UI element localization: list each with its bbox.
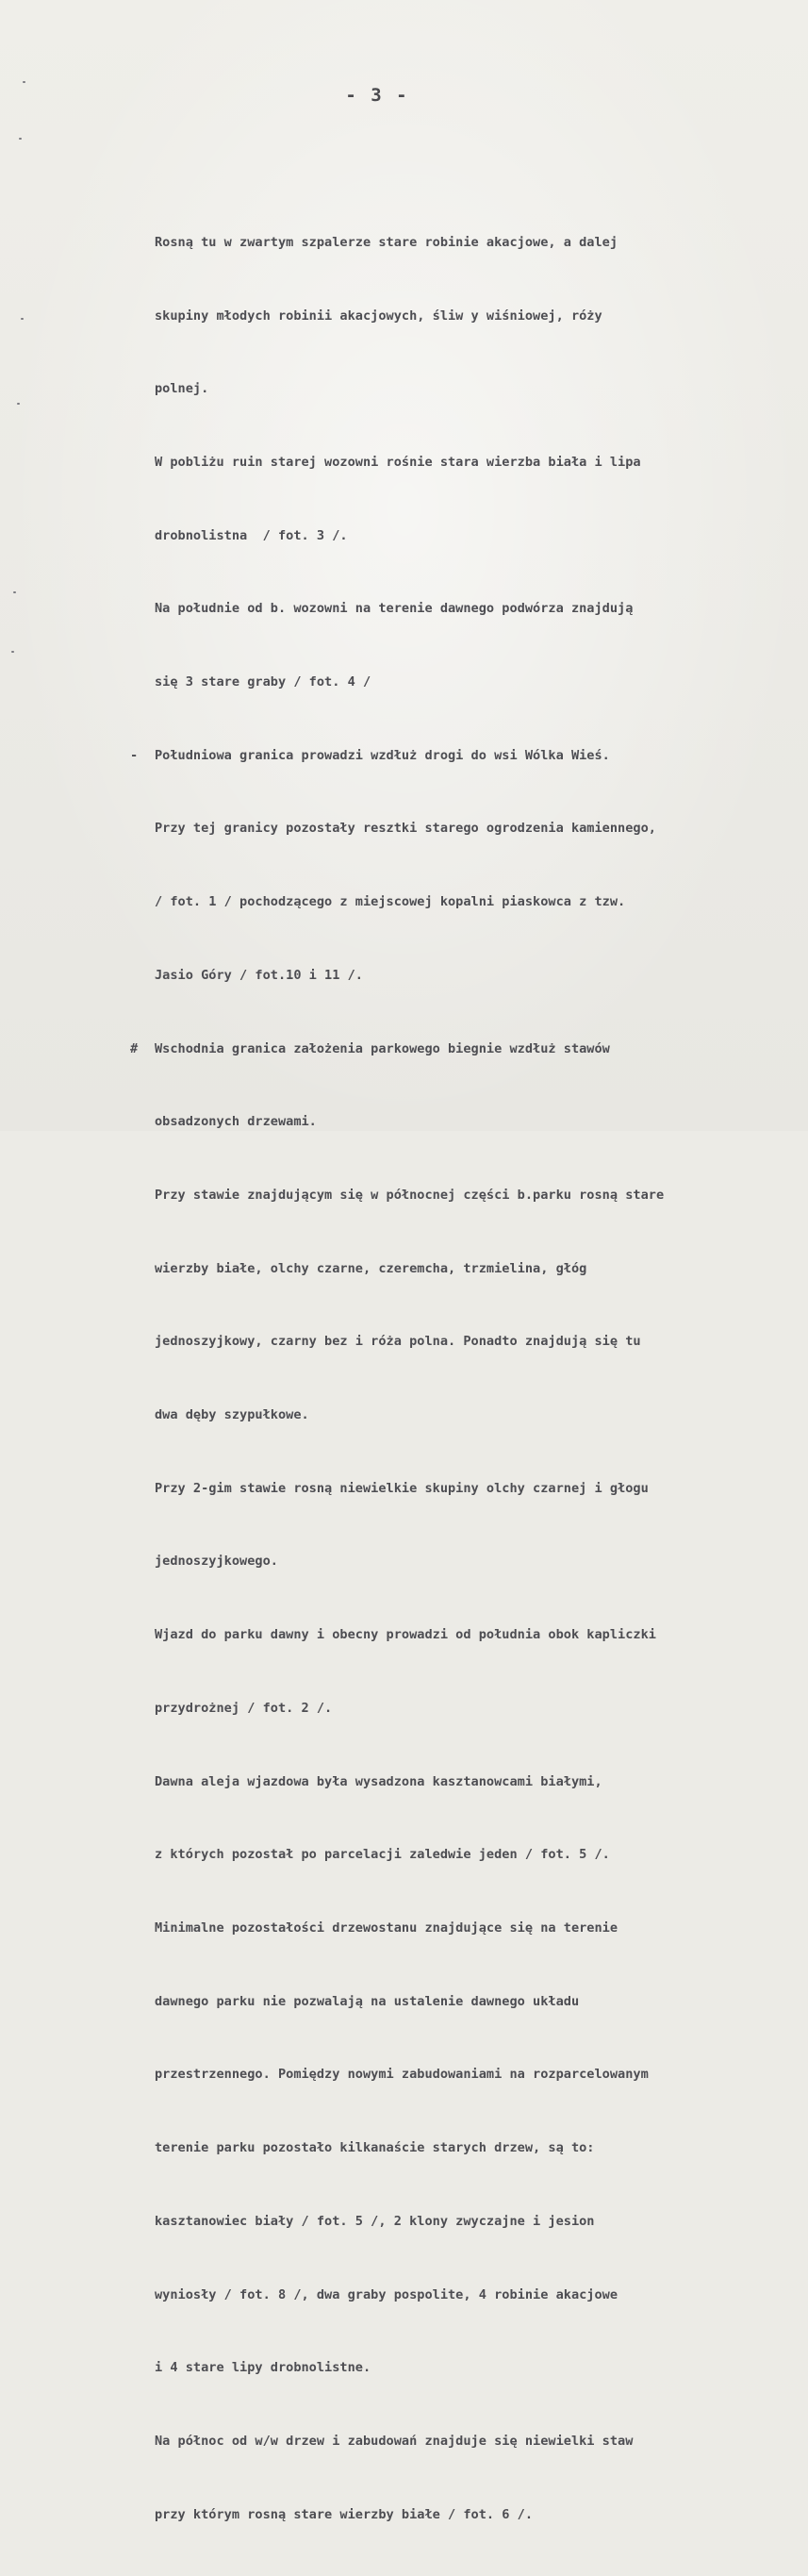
text-line (130, 2430, 808, 2454)
line-text: Jasio Góry / fot.10 i 11 /. (155, 967, 363, 983)
text-line (130, 964, 808, 989)
line-text: jednoszyjkowy, czarny bez i róża polna. Ponadto znajdują się tu (155, 1334, 641, 1350)
line-text: Przy tej granicy pozostały resztki starego ogrodzenia kamiennego, (155, 821, 656, 837)
text-line (130, 2284, 808, 2308)
line-text: wierzby białe, olchy czarne, czeremcha, trzmielina, głóg (155, 1260, 587, 1276)
line-text: Przy 2-gim stawie rosną niewielkie skupiny olchy czarnej i głogu (155, 1480, 649, 1496)
line-text: z których pozostał po parcelacji zaledwie jeden / fot. 5 /. (155, 1847, 610, 1863)
line-bullet: - (130, 747, 139, 763)
text-line (130, 377, 808, 402)
line-text: drobnolistna / fot. 3 /. (155, 527, 348, 543)
text-line (130, 1184, 808, 1208)
text-line (130, 2210, 808, 2235)
text-line (130, 1843, 808, 1868)
scan-speck (21, 318, 24, 320)
line-text: przestrzennego. Pomiędzy nowymi zabudowaniami na rozparcelowanym (155, 2067, 649, 2083)
line-text: Wjazd do parku dawny i obecny prowadzi od południa obok kapliczki (155, 1627, 656, 1643)
text-line (130, 890, 808, 915)
line-text: Na północ od w/w drzew i zabudowań znajduje się niewielki staw (155, 2433, 634, 2449)
line-text: jednoszyjkowego. (155, 1554, 278, 1570)
text-line (130, 1917, 808, 1941)
text-line (130, 1110, 808, 1135)
page-number: - 3 - (345, 85, 409, 106)
text-line (130, 305, 808, 329)
scan-speck (19, 138, 22, 140)
line-text: / fot. 1 / pochodzącego z miejscowej kopalni piaskowca z tzw. (155, 894, 626, 910)
body-text (130, 182, 808, 2576)
text-line (130, 1038, 808, 1062)
text-line (130, 2356, 808, 2381)
line-text: wyniosły / fot. 8 /, dwa graby pospolite, 4 robinie akacjowe (155, 2286, 618, 2302)
line-text: skupiny młodych robinii akacjowych, śliw y wiśniowej, róży (155, 307, 602, 324)
line-text: dwa dęby szypułkowe. (155, 1407, 309, 1423)
line-text: dawnego parku nie pozwalają na ustalenie dawnego układu (155, 1993, 580, 2009)
line-text: Na południe od b. wozowni na terenie dawnego podwórza znajdują (155, 601, 634, 617)
line-text: przy którym rosną stare wierzby białe / fot. 6 /. (155, 2506, 534, 2522)
text-line (130, 817, 808, 841)
line-text: Południowa granica prowadzi wzdłuż drogi do wsi Wólka Wieś. (155, 747, 610, 763)
line-text: terenie parku pozostało kilkanaście starych drzew, są to: (155, 2140, 595, 2156)
line-text: i 4 stare lipy drobnolistne. (155, 2360, 371, 2376)
scan-speck (17, 403, 20, 405)
text-line (130, 231, 808, 256)
text-line (130, 1770, 808, 1795)
line-text: obsadzonych drzewami. (155, 1114, 317, 1130)
line-text: Wschodnia granica założenia parkowego biegnie wzdłuż stawów (155, 1040, 610, 1056)
line-text: się 3 stare graby / fot. 4 / (155, 674, 371, 690)
text-line (130, 2503, 808, 2528)
line-text: Minimalne pozostałości drzewostanu znajdujące się na terenie (155, 1920, 618, 1936)
text-line (130, 1623, 808, 1648)
scan-speck (11, 651, 14, 653)
text-line (130, 2063, 808, 2087)
text-line (130, 744, 808, 769)
text-line (130, 451, 808, 475)
text-line (130, 1477, 808, 1502)
text-line (130, 1697, 808, 1721)
text-line (130, 1257, 808, 1282)
text-line (130, 1330, 808, 1354)
line-text: polnej. (155, 381, 209, 397)
scan-speck (23, 81, 25, 83)
line-text: W pobliżu ruin starej wozowni rośnie stara wierzba biała i lipa (155, 454, 641, 470)
text-line (130, 597, 808, 622)
text-line (130, 1404, 808, 1428)
text-line (130, 2136, 808, 2161)
scan-speck (13, 591, 16, 593)
text-line (130, 671, 808, 695)
line-text: Przy stawie znajdującym się w północnej części b.parku rosną stare (155, 1187, 665, 1203)
line-text: Rosną tu w zwartym szpalerze stare robinie akacjowe, a dalej (155, 234, 618, 250)
text-line (130, 1990, 808, 2015)
line-text: kasztanowiec biały / fot. 5 /, 2 klony zwyczajne i jesion (155, 2213, 595, 2229)
line-text: Dawna aleja wjazdowa była wysadzona kasztanowcami białymi, (155, 1773, 602, 1789)
text-line (130, 1550, 808, 1574)
text-line (130, 524, 808, 549)
line-text: przydrożnej / fot. 2 /. (155, 1700, 333, 1716)
line-bullet: # (130, 1040, 139, 1056)
